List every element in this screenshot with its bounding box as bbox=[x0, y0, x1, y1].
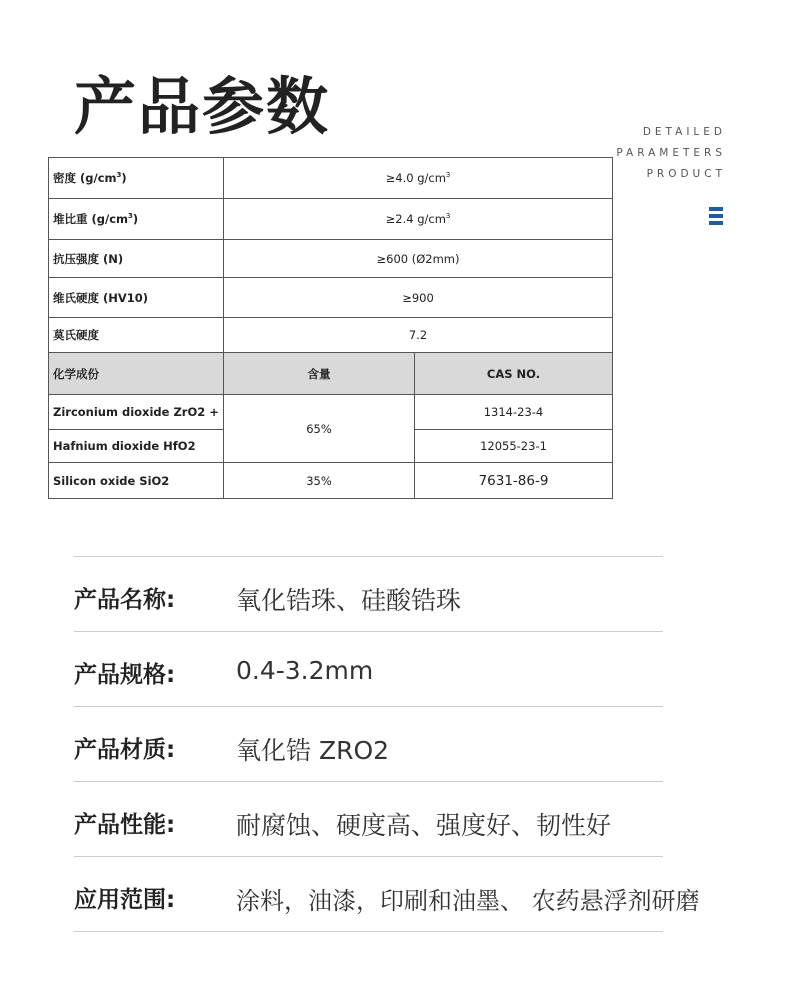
spec-table bbox=[48, 157, 613, 499]
composition-content: 35% bbox=[224, 463, 415, 499]
spec-label: 维氏硬度 (HV10) bbox=[49, 278, 224, 318]
side-label-detailed: DETAILED bbox=[642, 126, 726, 138]
info-row-application bbox=[74, 857, 700, 932]
spec-label: 密度 $(g/cm^3)$ bbox=[49, 158, 224, 199]
composition-cas: 12055-23-1 bbox=[415, 430, 613, 463]
composition-name: Zirconium dioxide ZrO2 + bbox=[49, 395, 224, 430]
info-value: 氧化锆 ZRO2 bbox=[236, 736, 390, 765]
composition-cas: 1314-23-4 bbox=[415, 395, 613, 430]
menu-icon[interactable] bbox=[709, 207, 723, 225]
spec-label: 抗压强度 (N) bbox=[49, 240, 224, 278]
spec-value: ≥900 bbox=[224, 278, 613, 318]
side-label-parameters: PARAMETERS bbox=[616, 147, 726, 159]
column-header-composition: 化学成份 bbox=[49, 353, 224, 395]
info-row-material bbox=[74, 707, 663, 782]
info-row-performance bbox=[74, 782, 663, 857]
spec-label: 堆比重 $(g/cm^3)$ bbox=[49, 199, 224, 240]
table-row bbox=[49, 318, 613, 353]
composition-content: 65% bbox=[224, 395, 415, 463]
info-value: 0.4-3.2mm bbox=[236, 656, 374, 685]
info-label: 产品性能: bbox=[74, 812, 176, 838]
info-value: 涂料，油漆，印刷和油墨、 农药悬浮剂研磨 bbox=[236, 887, 700, 915]
table-row bbox=[49, 278, 613, 318]
composition-name: Silicon oxide SiO2 bbox=[49, 463, 224, 499]
info-label: 产品名称: bbox=[74, 587, 176, 613]
page-title: 产品参数 bbox=[74, 70, 331, 143]
column-header-cas: CAS NO. bbox=[415, 353, 613, 395]
table-row bbox=[49, 199, 613, 240]
spec-label: 莫氏硬度 bbox=[49, 318, 224, 353]
product-info-list bbox=[74, 556, 700, 932]
info-label: 产品规格: bbox=[74, 662, 176, 688]
spec-value: ≥600 (Ø2mm) bbox=[224, 240, 613, 278]
column-header-content: 含量 bbox=[224, 353, 415, 395]
info-label: 产品材质: bbox=[74, 737, 176, 763]
spec-value: ≥4.0 $g/cm^3$ bbox=[224, 158, 613, 199]
composition-name: Hafnium dioxide HfO2 bbox=[49, 430, 224, 463]
table-header-row bbox=[49, 353, 613, 395]
spec-value: ≥2.4 $g/cm^3$ bbox=[224, 199, 613, 240]
info-label: 应用范围: bbox=[74, 887, 176, 913]
composition-cas: 7631-86-9 bbox=[415, 463, 613, 499]
info-value: 氧化锆珠、硅酸锆珠 bbox=[236, 586, 462, 615]
table-row bbox=[49, 463, 613, 499]
table-row bbox=[49, 395, 613, 430]
table-row bbox=[49, 158, 613, 199]
info-row-name bbox=[74, 557, 663, 632]
info-value: 耐腐蚀、硬度高、强度好、韧性好 bbox=[236, 811, 612, 840]
spec-value: 7.2 bbox=[224, 318, 613, 353]
side-label-product: PRODUCT bbox=[646, 168, 726, 180]
info-row-spec bbox=[74, 632, 663, 707]
table-row bbox=[49, 240, 613, 278]
